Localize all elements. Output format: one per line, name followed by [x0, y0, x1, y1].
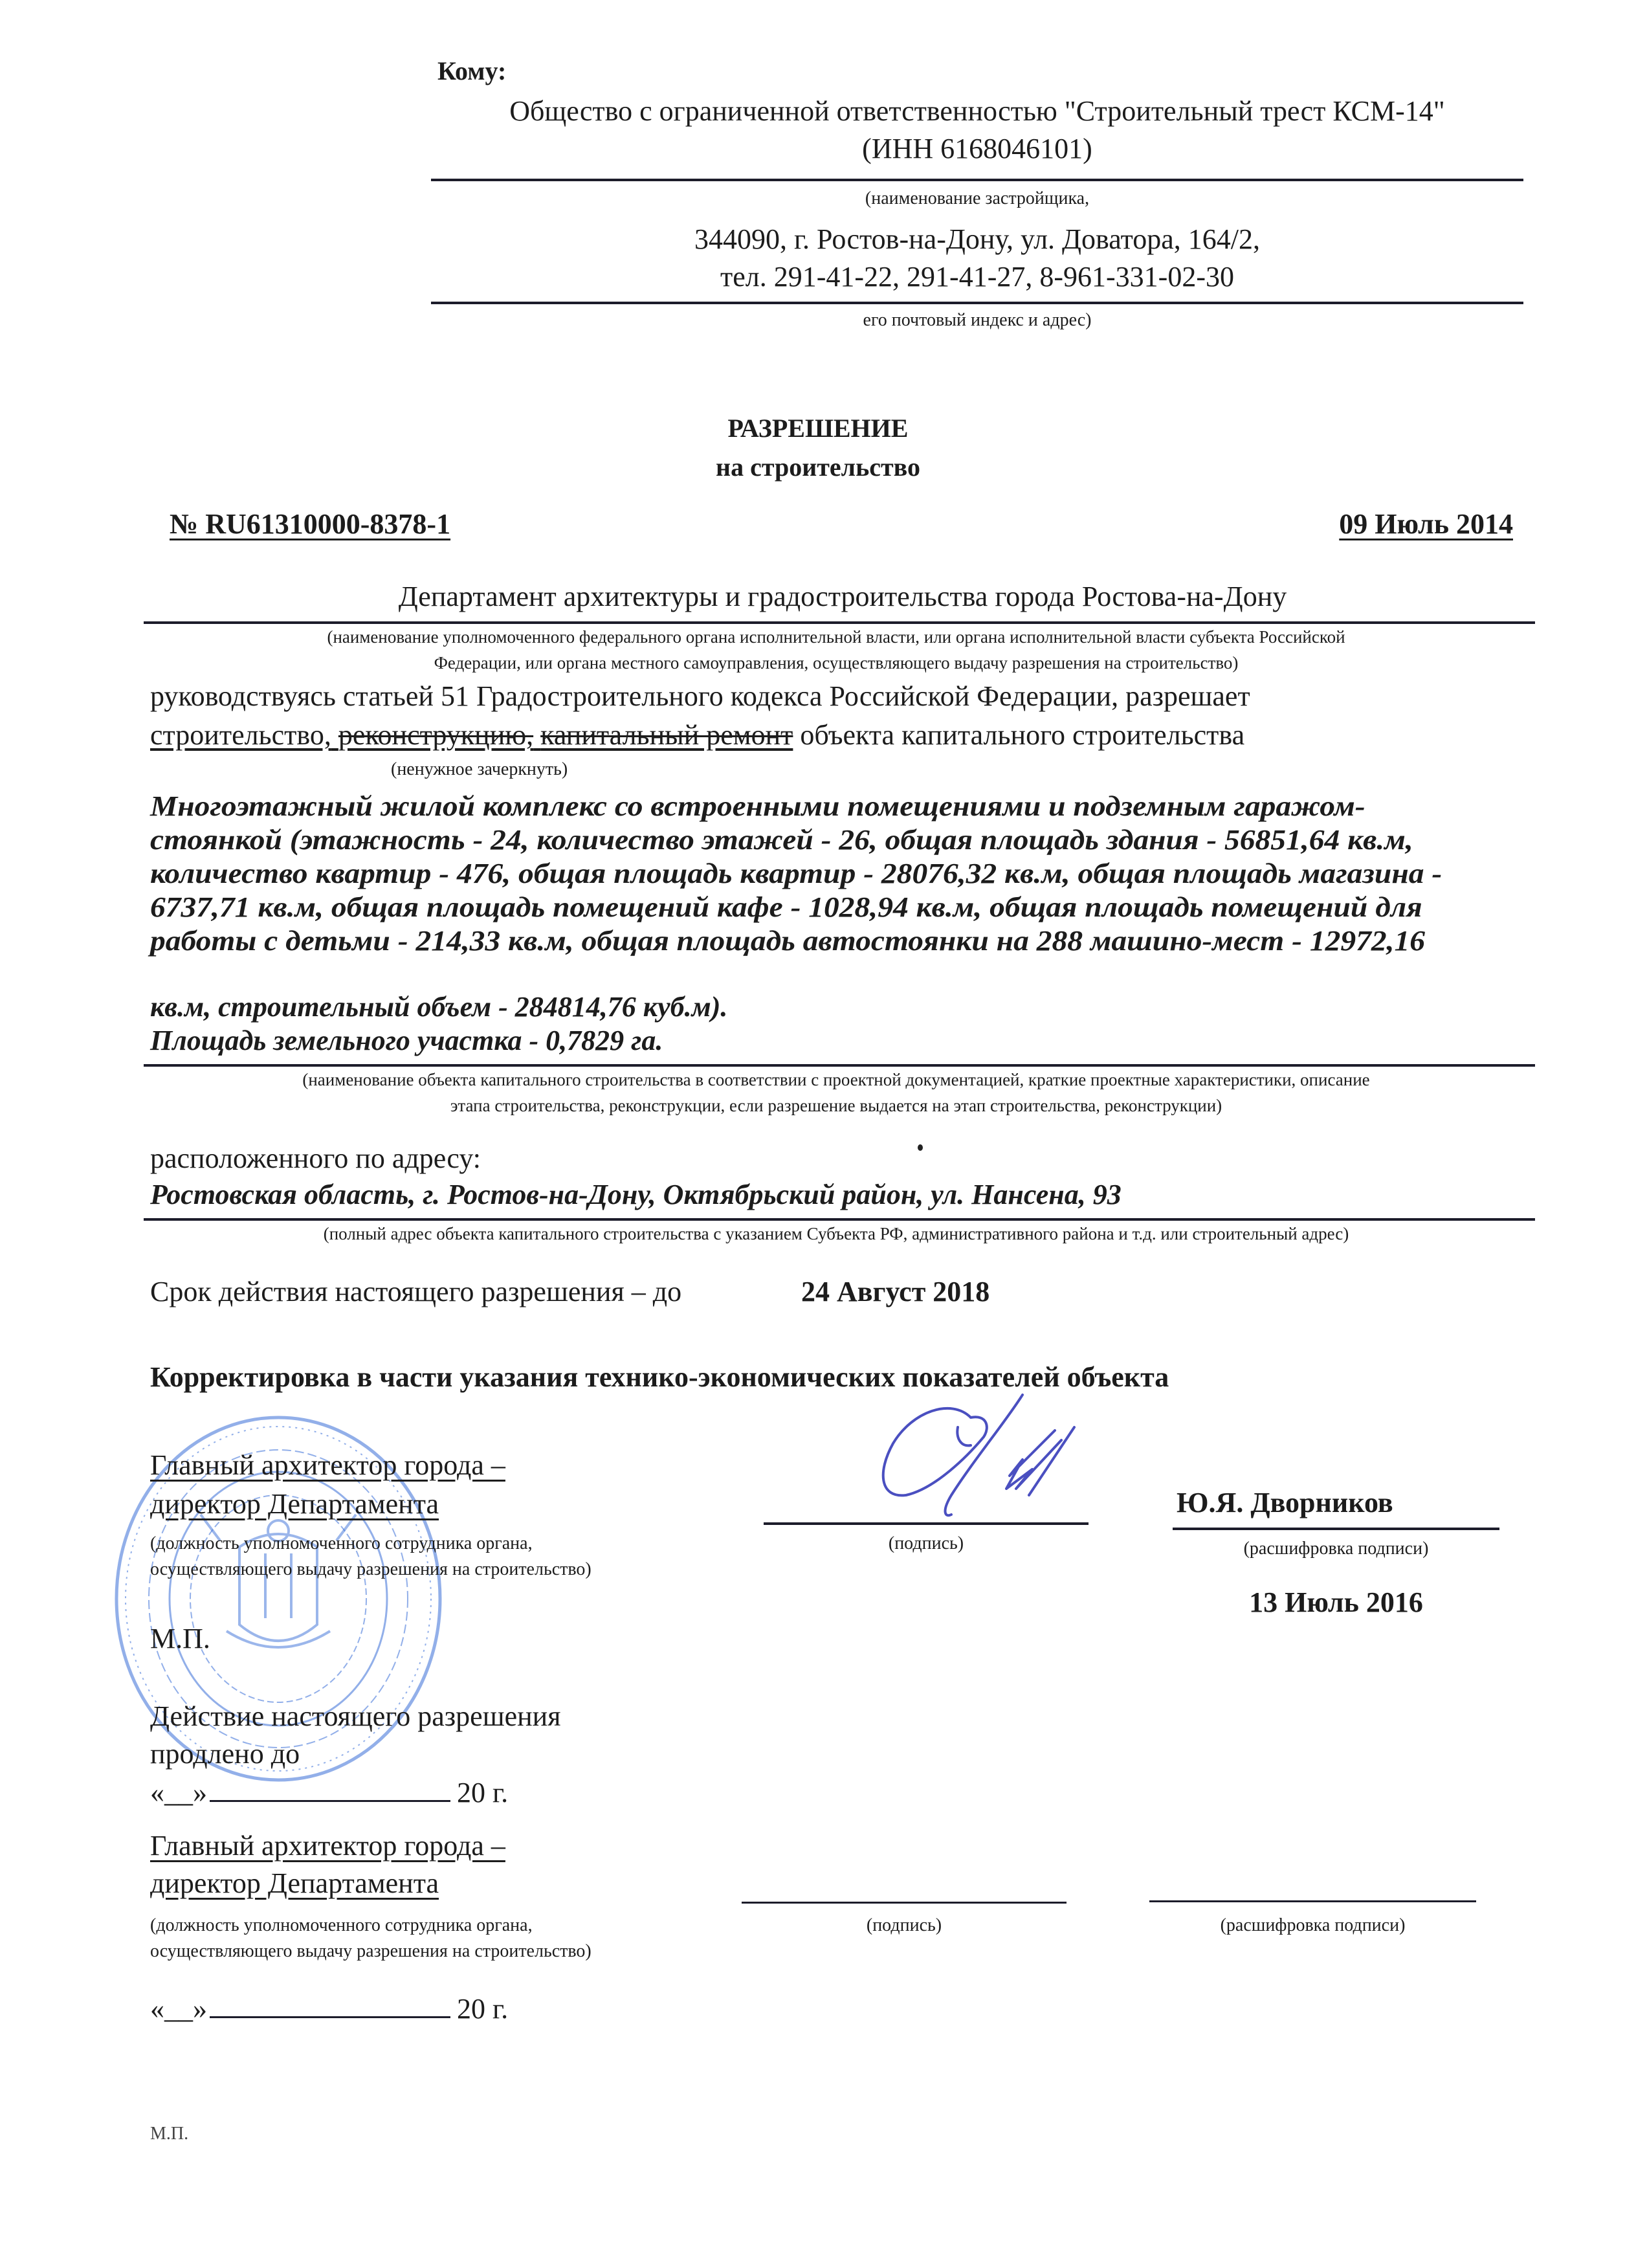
location-caption: [150, 1225, 1522, 1244]
permit-number: № RU61310000-8378-1: [170, 508, 451, 540]
location-rule: [144, 1218, 1535, 1221]
location-label: расположенного по адресу:: [150, 1142, 481, 1174]
work-type-reconstruction-struck: реконструкцию,: [338, 719, 534, 751]
extension-signature-caption: (подпись): [866, 1915, 942, 1935]
recipient-name-text: Общество с ограниченной ответственностью "Строительный трест КСМ-14": [509, 95, 1445, 127]
ink-dot: [918, 1144, 923, 1151]
permit-date: 09 Июль 2014: [1339, 508, 1513, 540]
object-caption-1: [150, 1071, 1522, 1090]
location-address: [150, 1179, 1380, 1210]
signature-date: 13 Июль 2016: [1249, 1586, 1423, 1618]
extension-seal-label: М.П.: [150, 2124, 189, 2144]
object-description-line-text: работы с детьми - 214,33 кв.м, общая площадь автостоянки на 288 машино-мест - 12972,16: [150, 925, 1426, 957]
object-description-line-text: 6737,71 кв.м, общая площадь помещений кафе - 1028,94 кв.м, общая площадь помещений для: [150, 891, 1422, 923]
signatory-position-2: директор Департамента: [150, 1488, 439, 1520]
object-caption-2: [150, 1096, 1522, 1116]
recipient-phones: тел. 291-41-22, 291-41-27, 8-961-331-02-30: [720, 261, 1234, 293]
validity-date: 24 Август 2018: [801, 1276, 990, 1307]
object-caption-1-text: (наименование объекта капитального строительства в соответствии с проектной документацией, краткие проектные характеристики, описание: [302, 1070, 1370, 1089]
extension-month-blank[interactable]: [210, 1800, 450, 1802]
extension-signature-rule[interactable]: [742, 1902, 1067, 1904]
object-description-line-text: стоянкой (этажность - 24, количество этажей - 26, общая площадь здания - 56851,64 кв.м,: [150, 824, 1413, 856]
extension-position-caption-1: (должность уполномоченного сотрудника органа,: [150, 1915, 533, 1935]
recipient-address-rule: [431, 302, 1523, 304]
recipient-name: [427, 96, 1527, 127]
signatory-position-caption-1: (должность уполномоченного сотрудника органа,: [150, 1533, 533, 1553]
basis-line: [150, 681, 1477, 712]
object-description-line-text: количество квартир - 476, общая площадь квартир - 28076,32 кв.м, общая площадь магазина -: [150, 858, 1443, 889]
extension-month2-blank[interactable]: [210, 2016, 450, 2018]
extension-date2-field[interactable]: [150, 1994, 508, 2025]
signatory-position-caption-2: [150, 1560, 591, 1580]
issuer-caption-1: [150, 628, 1522, 647]
extension-date-field[interactable]: [150, 1777, 508, 1808]
signatory-name: Ю.Я. Дворников: [1177, 1487, 1393, 1518]
location-address-text: Ростовская область, г. Ростов-на-Дону, Октябрьский район, ул. Нансена, 93: [150, 1179, 1122, 1210]
work-type-construction: строительство,: [150, 719, 331, 751]
work-type-repair-struck: капитальный ремонт: [540, 719, 793, 751]
recipient-label: Кому:: [437, 56, 507, 85]
signatory-name-rule: [1173, 1528, 1499, 1530]
extension-day-field[interactable]: «__»: [150, 1777, 207, 1808]
object-description-line: [150, 825, 1470, 856]
signatory-name-caption: (расшифровка подписи): [1243, 1539, 1429, 1559]
document-subtitle: на строительство: [716, 452, 920, 482]
object-caption-2-text: этапа строительства, реконструкции, если разрешение выдается на этап строительства, реконструкции): [450, 1096, 1222, 1115]
document-title: РАЗРЕШЕНИЕ: [727, 414, 909, 443]
issuer-caption-2: [150, 654, 1522, 673]
extension-name-rule[interactable]: [1149, 1900, 1476, 1902]
correction-note: [150, 1362, 1169, 1393]
strike-note: (ненужное зачеркнуть): [391, 759, 568, 779]
signature-caption: (подпись): [888, 1533, 964, 1553]
validity-label: [150, 1276, 681, 1307]
object-description-last-line: [150, 992, 727, 1023]
recipient-inn: (ИНН 6168046101): [862, 133, 1092, 164]
extension-year-field[interactable]: 20 г.: [457, 1777, 509, 1808]
validity-label-text: Срок действия настоящего разрешения – до: [150, 1276, 682, 1307]
extension-day2-field[interactable]: «__»: [150, 1993, 207, 2025]
object-description-last-line-text: кв.м, строительный объем - 284814,76 куб.м).: [150, 991, 728, 1023]
object-description-line-text: Многоэтажный жилой комплекс со встроенными помещениями и подземным гаражом-: [150, 790, 1365, 822]
object-description-line: [150, 892, 1470, 923]
correction-note-text: Корректировка в части указания технико-экономических показателей объекта: [150, 1361, 1169, 1393]
object-description-line: [150, 858, 1470, 889]
basis-tail: объекта капитального строительства: [800, 719, 1245, 751]
extension-name-caption: (расшифровка подписи): [1220, 1915, 1406, 1935]
basis-work-types: [150, 720, 1477, 751]
signatory-position-caption-2-text: осуществляющего выдачу разрешения на строительство): [150, 1559, 591, 1579]
extension-position-caption-2: [150, 1942, 591, 1962]
extension-position-1: Главный архитектор города –: [150, 1830, 505, 1862]
seal-label: М.П.: [150, 1623, 210, 1654]
extension-position-caption-2-text: осуществляющего выдачу разрешения на строительство): [150, 1941, 591, 1961]
basis-line-text: руководствуясь статьей 51 Градостроительного кодекса Российской Федерации, разрешает: [150, 680, 1250, 712]
land-area: [150, 1025, 663, 1056]
extension-label-2: продлено до: [150, 1738, 300, 1770]
recipient-name-rule: [431, 179, 1523, 181]
object-description-line: [150, 926, 1470, 957]
issuer-caption-2-text: Федерации, или органа местного самоуправления, осуществляющего выдачу разрешения на строительство): [434, 653, 1239, 673]
handwritten-signature: [861, 1392, 1107, 1521]
recipient-name-caption: (наименование застройщика,: [865, 188, 1090, 208]
issuer-name: Департамент архитектуры и градостроительства города Ростова-на-Дону: [398, 581, 1287, 612]
extension-position-2: директор Департамента: [150, 1867, 439, 1899]
signature-rule: [764, 1522, 1089, 1525]
recipient-address: 344090, г. Ростов-на-Дону, ул. Доватора, 164/2,: [694, 223, 1261, 255]
land-area-text: Площадь земельного участка - 0,7829 га.: [150, 1025, 663, 1056]
signatory-position-1: Главный архитектор города –: [150, 1449, 505, 1481]
extension-year2-field[interactable]: 20 г.: [457, 1993, 509, 2025]
object-rule: [144, 1064, 1535, 1067]
extension-label-1: Действие настоящего разрешения: [150, 1700, 561, 1732]
recipient-address-caption: его почтовый индекс и адрес): [863, 310, 1092, 330]
object-description-line: [150, 791, 1470, 822]
issuer-rule: [144, 621, 1535, 624]
location-caption-text: (полный адрес объекта капитального строительства с указанием Субъекта РФ, административного района и т.д. или строительный адрес): [323, 1224, 1349, 1243]
issuer-caption-1-text: (наименование уполномоченного федерального органа исполнительной власти, или органа исполнительной власти субъекта Российской: [327, 627, 1345, 647]
